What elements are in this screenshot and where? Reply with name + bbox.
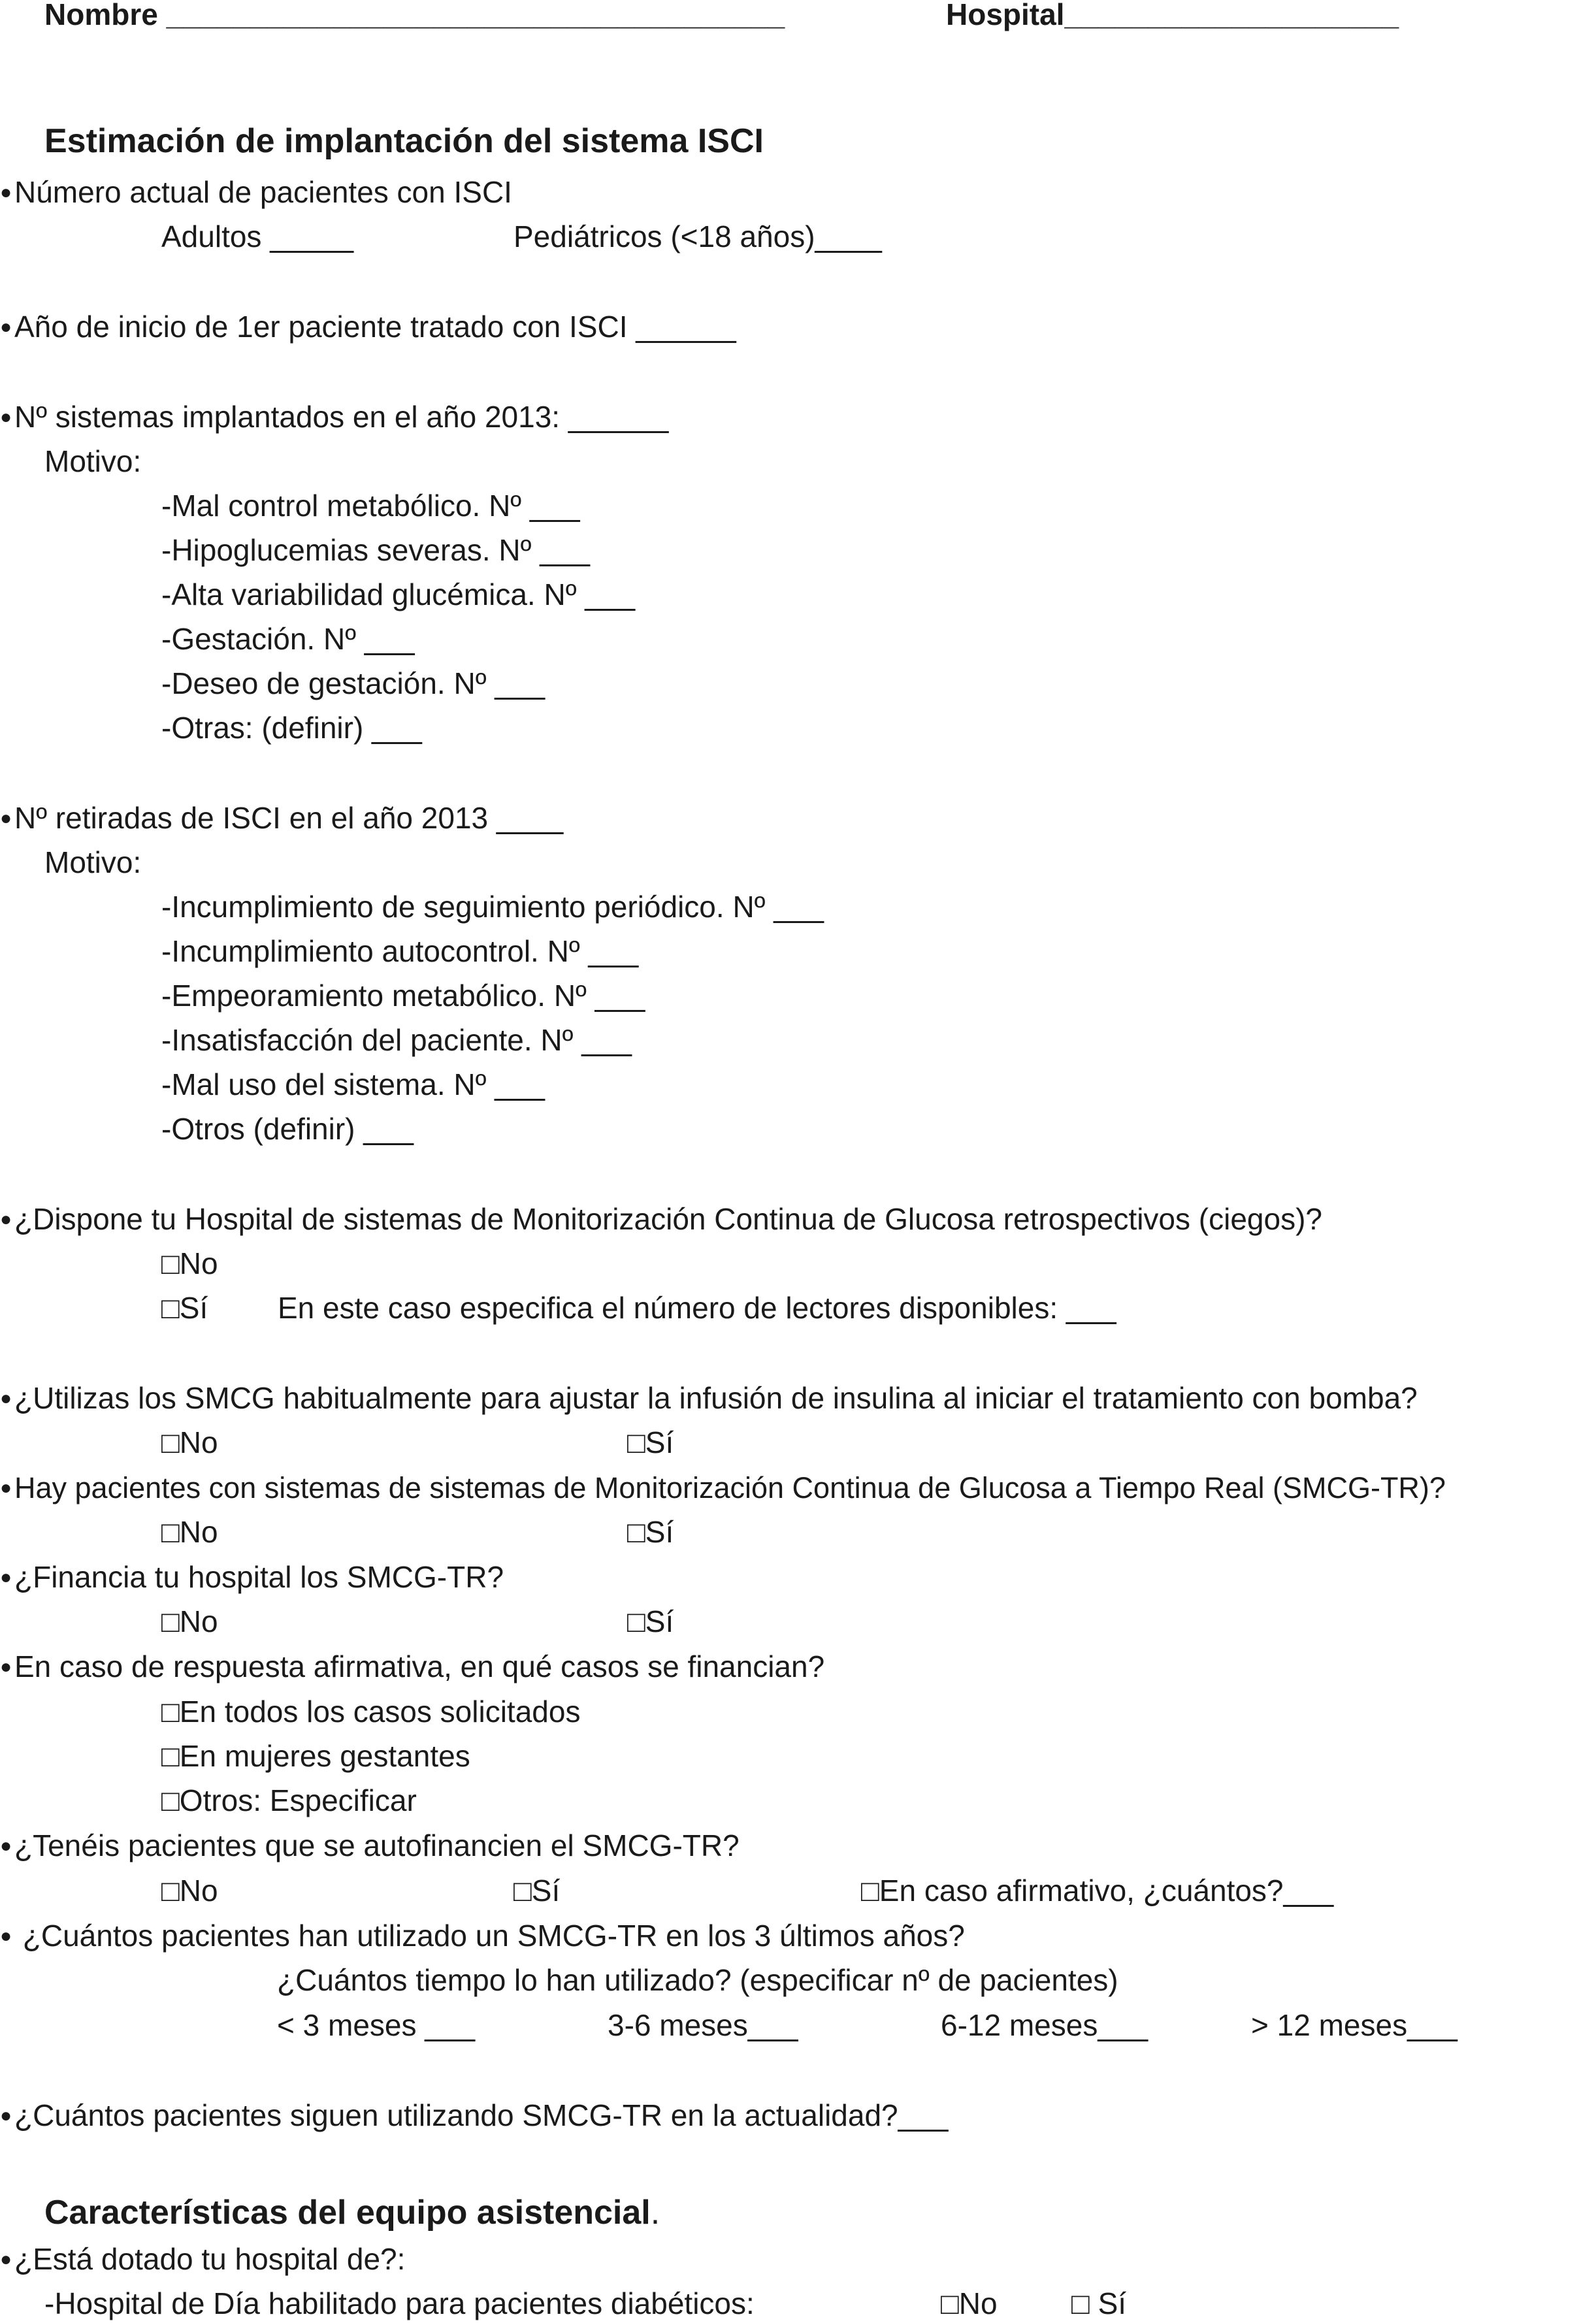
question-text: ¿Tenéis pacientes que se autofinancien el SMCG-TR? [14,1828,740,1862]
question-autofinancien [0,1826,740,1866]
question-text: ¿Cuántos pacientes siguen utilizando SMCG-TR en la actualidad?___ [14,2098,949,2132]
question-text: Nº sistemas implantados en el año 2013: ______ [14,400,669,434]
hospital-field[interactable] [946,0,1399,34]
section-title-equipo [44,2191,660,2234]
hospital-dia-label: -Hospital de Día habilitado para pacientes diabéticos: [44,2286,755,2320]
range-field[interactable]: > 12 meses___ [1251,2008,1458,2042]
motivo-item[interactable]: -Gestación. Nº ___ [161,622,415,656]
retirada-item[interactable]: -Mal uso del sistema. Nº ___ [161,1067,545,1101]
retirada-item[interactable]: -Incumplimiento de seguimiento periódico. Nº ___ [161,890,824,924]
retirada-item[interactable]: -Empeoramiento metabólico. Nº ___ [161,979,645,1013]
checkbox-option[interactable]: □Otros: Especificar [161,1783,417,1817]
question-utilizado-3-anos [0,1916,965,1956]
question-text: Año de inicio de 1er paciente tratado con ISCI ______ [14,310,736,344]
checkbox-si[interactable]: □Sí [513,1874,561,1908]
question-siguen-utilizando[interactable] [0,2096,948,2136]
checkbox-si[interactable]: □Sí [627,1604,674,1638]
checkbox-si[interactable]: □Sí [161,1291,208,1325]
checkbox-option[interactable]: □En todos los casos solicitados [161,1695,581,1729]
bullet-icon: ● [0,1656,12,1678]
bullet-icon: ● [0,2249,12,2270]
range-field[interactable]: 6-12 meses___ [941,2008,1148,2042]
range-field[interactable]: < 3 meses ___ [277,2008,476,2042]
question-text: Hay pacientes con sistemas de sistemas de Monitorización Continua de Glucosa a Tiempo Real (SMCG-TR)? [14,1471,1446,1504]
bullet-icon: ● [0,807,12,829]
question-text: En caso de respuesta afirmativa, en qué casos se financian? [14,1649,825,1683]
question-text: ¿Utilizas los SMCG habitualmente para ajustar la infusión de insulina al iniciar el tratamiento con bomba? [14,1381,1418,1415]
section-title-isci: Estimación de implantación del sistema ISCI [44,122,764,160]
checkbox-option[interactable]: □En mujeres gestantes [161,1739,470,1773]
question-mcg-retrospectivos [0,1199,1322,1239]
section-title-dot: . [650,2194,660,2232]
bullet-icon: ● [0,1209,12,1230]
bullet-icon: ● [0,406,12,428]
retirada-item[interactable]: -Incumplimiento autocontrol. Nº ___ [161,934,639,968]
hospital-label: Hospital [946,0,1065,31]
bullet-icon: ● [0,1925,12,1947]
question-pacientes-isci [0,172,512,212]
motivo-item[interactable]: -Alta variabilidad glucémica. Nº ___ [161,577,636,611]
question-text: ¿Cuántos pacientes han utilizado un SMCG-TR en los 3 últimos años? [14,1919,965,1953]
motivo-item[interactable]: -Mal control metabólico. Nº ___ [161,489,580,523]
checkbox-no[interactable]: □No [161,1425,218,1459]
question-dotado [0,2239,405,2279]
lectores-field[interactable]: En este caso especifica el número de lectores disponibles: ___ [278,1291,1116,1325]
adultos-field[interactable]: Adultos _____ [161,219,354,253]
bullet-icon: ● [0,1477,12,1499]
question-smcg-tr [0,1468,1446,1508]
question-casos-financian [0,1647,824,1687]
range-field[interactable]: 3-6 meses___ [608,2008,798,2042]
question-financia [0,1557,504,1597]
checkbox-cuantos[interactable]: □En caso afirmativo, ¿cuántos?___ [861,1874,1334,1908]
checkbox-si[interactable]: □Sí [627,1425,674,1459]
motivo-label: Motivo: [44,845,142,879]
checkbox-no[interactable]: □No [161,1604,218,1638]
checkbox-no[interactable]: □No [161,1874,218,1908]
pediatricos-field[interactable]: Pediátricos (<18 años)____ [513,219,882,253]
bullet-icon: ● [0,1835,12,1857]
nombre-label: Nombre [44,0,167,31]
question-retiradas[interactable] [0,798,563,838]
question-text: Número actual de pacientes con ISCI [14,175,512,209]
checkbox-no[interactable]: □No [161,1246,218,1280]
motivo-item[interactable]: -Deseo de gestación. Nº ___ [161,666,546,700]
question-sistemas-implantados[interactable] [0,397,668,437]
bullet-icon: ● [0,316,12,338]
question-smcg-ajuste [0,1378,1418,1418]
question-text: ¿Está dotado tu hospital de?: [14,2242,406,2276]
question-text: ¿Dispone tu Hospital de sistemas de Monitorización Continua de Glucosa retrospectivos (ciegos)? [14,1202,1322,1236]
retirada-item[interactable]: -Insatisfacción del paciente. Nº ___ [161,1023,632,1057]
bullet-icon: ● [0,1567,12,1588]
question-ano-inicio[interactable] [0,307,736,347]
question-text: Nº retiradas de ISCI en el año 2013 ____ [14,801,564,835]
motivo-label: Motivo: [44,444,142,478]
hospital-blank[interactable]: ____________________ [1064,0,1399,31]
retirada-item[interactable]: -Otros (definir) ___ [161,1112,414,1146]
motivo-item[interactable]: -Hipoglucemias severas. Nº ___ [161,533,590,567]
checkbox-no[interactable]: □No [161,1515,218,1549]
motivo-item[interactable]: -Otras: (definir) ___ [161,711,422,745]
bullet-icon: ● [0,2105,12,2126]
tiempo-utilizado-label: ¿Cuántos tiempo lo han utilizado? (especificar nº de pacientes) [277,1963,1118,1997]
checkbox-si[interactable]: □Sí [627,1515,674,1549]
nombre-blank[interactable]: _____________________________________ [166,0,785,31]
bullet-icon: ● [0,1388,12,1409]
checkbox-si[interactable]: □ Sí [1071,2286,1127,2320]
checkbox-no[interactable]: □No [941,2286,998,2320]
nombre-field[interactable] [44,0,785,34]
bullet-icon: ● [0,182,12,203]
question-text: ¿Financia tu hospital los SMCG-TR? [14,1560,504,1594]
section-title-text: Características del equipo asistencial [44,2194,651,2232]
